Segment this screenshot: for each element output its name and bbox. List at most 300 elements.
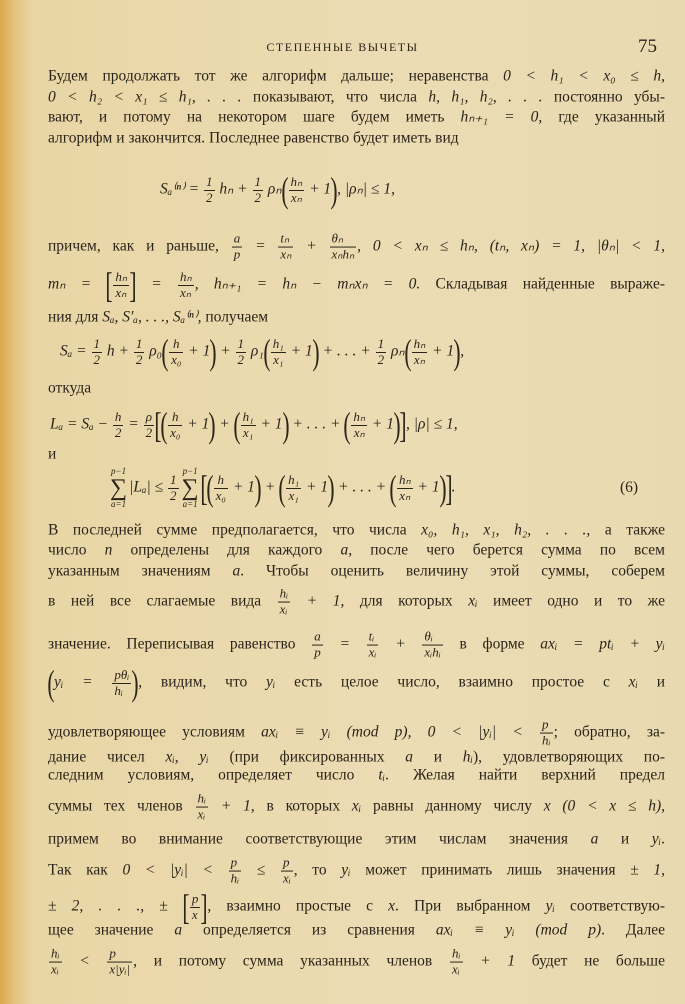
denominator: 2 [135, 351, 143, 367]
text-line [48, 563, 665, 582]
math-run: + 1 [428, 342, 455, 360]
denominator: 2 [170, 487, 177, 503]
numerator: hᵢ [451, 945, 461, 961]
fraction [134, 337, 145, 368]
text-run: будет не больше [515, 952, 665, 970]
numerator: 1 [206, 173, 213, 189]
fraction [168, 473, 179, 504]
math-run: a [232, 562, 241, 580]
math-run: axᵢ ≡ yᵢ (mod p), 0 < |yᵢ| < [261, 723, 539, 741]
text-run: и [413, 748, 463, 766]
denominator: xₙ [180, 284, 191, 300]
denominator: xₙ [353, 424, 365, 440]
text-run: показывают, что числа [241, 88, 429, 106]
math-run: . [451, 478, 456, 496]
bracket: ) [330, 170, 338, 210]
text-line [48, 889, 665, 925]
text-run: примем во внимание соответствующие этим числам значения [48, 830, 591, 848]
math-run: ≤ [242, 861, 280, 879]
math-run: yᵢ [341, 861, 351, 879]
bracket: ( [403, 332, 412, 372]
denominator: xᵢhᵢ [424, 644, 441, 660]
text-run: и [637, 673, 665, 691]
math-run: yᵢ [266, 673, 276, 691]
sum-upper-limit: p−1 [111, 466, 127, 476]
math-run: < [62, 952, 107, 970]
text-run: , и потому сумма указанных членов [133, 952, 449, 970]
bracket: ( [161, 332, 169, 372]
math-run: a [340, 541, 349, 559]
fraction [169, 337, 183, 368]
denominator: xₙ [280, 246, 292, 262]
numerator: h [169, 337, 183, 353]
text-run: значение. Переписывая равенство [48, 635, 312, 653]
denominator: hᵢ [114, 682, 123, 698]
text-run: и [48, 445, 57, 463]
math-run: yᵢ [545, 897, 555, 915]
text-run: . Чтобы оценить величину этой суммы, соберем [240, 562, 665, 580]
text-run: , для которых [340, 592, 469, 610]
math-run: hᵢ [462, 748, 473, 766]
text-run: суммы тех членов [48, 797, 195, 815]
numerator: h [214, 473, 228, 489]
math-run: Sₐ⁽ⁿ⁾ = [160, 180, 203, 198]
math-run: + [379, 635, 422, 653]
numerator: h [168, 410, 182, 426]
text-run: Так как [48, 861, 123, 879]
text-line [48, 630, 665, 661]
denominator: xₙ [399, 487, 411, 503]
numerator: tₙ [278, 232, 293, 248]
text-run: , после чего берется сумма по всем [348, 541, 665, 559]
denominator: p [233, 246, 241, 262]
bracket: ( [232, 405, 241, 445]
numerator: pθᵢ [114, 666, 130, 682]
text-run: имеет одно и то же [477, 592, 665, 610]
numerator: 1 [170, 471, 177, 487]
math-run: n [104, 541, 113, 559]
fraction [49, 947, 62, 978]
fraction [278, 587, 291, 618]
fraction [412, 337, 428, 368]
math-run: axᵢ = ptᵢ + yᵢ [540, 635, 665, 653]
bracket: ) [131, 663, 139, 703]
text-run: вают, и потому на некотором шаге будем иметь [48, 108, 461, 126]
numerator: hₙ [413, 335, 426, 351]
text-run: В последней сумме предполагается, что числа [48, 521, 422, 539]
denominator: 2 [114, 424, 122, 440]
text-run: дание чисел [48, 748, 166, 766]
bracket: ) [327, 468, 335, 508]
text-run: есть целое число, взаимно простое с [275, 673, 629, 691]
numerator: 1 [254, 173, 262, 189]
math-run: a [590, 830, 599, 848]
math-run: tᵢ [378, 766, 386, 784]
bracket: ) [438, 468, 447, 508]
math-run: + [216, 342, 235, 360]
fraction [397, 473, 413, 504]
math-run: |Lₐ| ≤ [129, 478, 168, 496]
equation [160, 172, 395, 208]
numerator: h₁ [242, 408, 254, 424]
numerator: h [114, 408, 122, 424]
bracket: ( [278, 468, 286, 508]
math-run: + 1 [184, 342, 211, 360]
math-run: a [405, 748, 414, 766]
math-run: xᵢ [628, 673, 638, 691]
text-line [48, 792, 665, 823]
math-run: hₙ₊₁ = 0, [460, 108, 543, 126]
text-line [48, 130, 665, 149]
denominator: hᵢ [542, 732, 551, 748]
bracket: ( [206, 468, 214, 508]
bracket: ( [47, 663, 55, 703]
math-run: , |ρₙ| ≤ 1, [337, 180, 395, 198]
running-header: СТЕПЕННЫЕ ВЫЧЕТЫ [266, 40, 419, 54]
bracket: ) [208, 405, 216, 445]
denominator: 2 [237, 351, 245, 367]
denominator: x₁ [273, 351, 284, 367]
fraction [241, 410, 256, 441]
text-run: , взаимно простые с [207, 897, 389, 915]
numerator: θᵢ [422, 630, 442, 646]
fraction [107, 947, 132, 978]
text-line [48, 922, 665, 941]
text-run: где указанный [542, 108, 666, 126]
text-run: (при фиксированных [208, 748, 406, 766]
fraction [376, 337, 387, 368]
bracket: ] [200, 887, 208, 927]
fraction [271, 337, 286, 368]
numerator: a [314, 628, 321, 644]
math-run: Lₐ = Sₐ − [50, 415, 112, 433]
numerator: p [540, 718, 553, 734]
math-run: + 1 [463, 952, 516, 970]
fraction [112, 668, 131, 699]
math-run: + 1 [368, 415, 395, 433]
denominator: xᵢ [279, 601, 288, 617]
sum-upper-limit: p−1 [182, 466, 198, 476]
math-run: ± 2, . . ., ± [48, 897, 183, 915]
math-run: + . . . + [318, 342, 375, 360]
math-run: , hₙ₊₁ = hₙ − mₙxₙ = 0. [194, 275, 421, 293]
math-run: ρ₀ [145, 342, 163, 360]
text-line [48, 68, 665, 87]
equation [60, 334, 464, 370]
bracket: [ [154, 405, 162, 445]
text-line [48, 446, 665, 465]
numerator: tᵢ [367, 630, 379, 646]
numerator: hᵢ [279, 585, 289, 601]
sum-lower-limit: a=1 [182, 499, 198, 509]
numerator: hₙ [353, 408, 366, 424]
bracket: [ [200, 468, 208, 508]
text-run: в ней все слагаемые вида [48, 592, 277, 610]
math-run: ± 1, [630, 861, 665, 879]
numerator: p [281, 856, 293, 872]
numerator: a [233, 230, 241, 246]
text-line [48, 587, 665, 618]
fraction [253, 175, 264, 206]
denominator: hᵢ [230, 870, 240, 886]
math-run: = [243, 237, 278, 255]
equation [108, 467, 455, 509]
summation [182, 467, 199, 509]
text-line [48, 947, 665, 978]
math-run: = [323, 635, 366, 653]
bracket: [ [105, 265, 113, 305]
fraction [178, 270, 194, 301]
math-run: h + [103, 342, 133, 360]
denominator: xᵢ [282, 870, 291, 886]
numerator: hₙ [398, 471, 411, 487]
math-run: yᵢ [651, 830, 662, 848]
math-run: a [174, 921, 183, 939]
math-run: xᵢ [468, 592, 478, 610]
text-run: удовлетворяющее условиям [48, 723, 262, 741]
fraction [281, 856, 293, 887]
text-run: и [598, 830, 652, 848]
fraction [450, 947, 463, 978]
math-run: + 1 [291, 592, 341, 610]
denominator: 2 [93, 351, 100, 367]
math-run: = [124, 415, 143, 433]
sigma-symbol: ∑ [181, 475, 199, 501]
fraction [367, 630, 379, 661]
numerator: hᵢ [51, 945, 60, 961]
fraction [214, 473, 228, 504]
numerator: p [229, 856, 242, 872]
text-run: определены для каждого [112, 541, 341, 559]
math-run: + 1 [305, 180, 332, 198]
math-run: Sₐ, S′ₐ, . . ., Sₐ⁽ⁿ⁾, [102, 308, 202, 326]
math-run: + [294, 237, 329, 255]
text-run: Складывая найденные выраже- [420, 275, 665, 293]
denominator: 2 [254, 189, 262, 205]
fraction [113, 270, 129, 301]
numerator: ρ [144, 410, 155, 426]
text-run: следним условиям, определяет число [48, 766, 379, 784]
math-run: 0 < h₁ < x₀ ≤ h, [503, 67, 665, 85]
sigma-symbol: ∑ [110, 475, 128, 501]
math-run: = [136, 275, 178, 293]
math-run: mₙ = [48, 275, 107, 293]
math-run: + 1 [302, 478, 329, 496]
numerator: hₙ [180, 268, 192, 284]
denominator: xₙ [413, 351, 425, 367]
text-line [48, 89, 665, 108]
summation [110, 467, 127, 509]
text-run: . Желая найти верхний предел [385, 766, 665, 784]
math-run: + 1 [256, 415, 283, 433]
bracket: ] [444, 468, 453, 508]
text-run: . Далее [601, 921, 665, 939]
bracket: ] [129, 265, 137, 305]
math-run: + 1 [413, 478, 440, 496]
fraction [196, 792, 209, 823]
bracket: [ [182, 887, 190, 927]
fraction [289, 175, 305, 206]
text-line [48, 831, 665, 850]
text-run: , в которых [250, 797, 352, 815]
numerator: hₙ [290, 173, 303, 189]
text-run: соответствую- [554, 897, 666, 915]
numerator: hᵢ [197, 790, 207, 806]
equation-number: (6) [620, 479, 639, 496]
text-line [48, 542, 665, 561]
math-run: , [460, 342, 465, 360]
math-run: + 1 [209, 797, 251, 815]
math-run: + 1 [286, 342, 313, 360]
math-run: 0 < h₂ < x₁ ≤ h₁, . . . [48, 88, 242, 106]
denominator: x₀ [215, 487, 226, 503]
fraction [190, 892, 201, 923]
math-run: Sₐ = [60, 342, 91, 360]
math-run: + [260, 478, 280, 496]
fraction [286, 473, 301, 504]
text-run: , то [293, 861, 342, 879]
denominator: xᵢ [51, 961, 59, 977]
text-line [48, 522, 665, 541]
denominator: xₙ [115, 284, 127, 300]
text-run: . При выбранном [395, 897, 546, 915]
math-run: + . . . + [334, 478, 390, 496]
numerator: 1 [93, 335, 100, 351]
bracket: ( [343, 405, 351, 445]
numerator: h₁ [272, 335, 284, 351]
denominator: xᵢ [368, 644, 377, 660]
math-run: + . . . + [288, 415, 345, 433]
denominator: x [191, 906, 198, 922]
text-line [48, 665, 665, 701]
fraction [351, 410, 367, 441]
text-run: постоянно убы- [542, 88, 666, 106]
denominator: x₀ [170, 424, 181, 440]
text-run: определяется из сравнения [182, 921, 436, 939]
bracket: ( [280, 170, 289, 210]
denominator: 2 [377, 351, 385, 367]
fraction [113, 410, 124, 441]
numerator: hₙ [115, 268, 128, 284]
math-run: xᵢ [351, 797, 362, 815]
numerator: 1 [237, 335, 245, 351]
text-run: . [661, 830, 666, 848]
math-run: 0 < |yᵢ| < [122, 861, 228, 879]
denominator: 2 [206, 189, 213, 205]
text-run: ния для [48, 308, 103, 326]
text-run: в форме [443, 635, 541, 653]
math-run: h, h₁, h₂, . . . [428, 88, 543, 106]
text-run: щее значение [48, 921, 175, 939]
fraction [236, 337, 247, 368]
numerator: θₙ [330, 232, 357, 248]
math-run: ρₙ [387, 342, 405, 360]
denominator: x₀ [171, 351, 182, 367]
fraction [330, 232, 357, 263]
page-number: 75 [638, 36, 657, 57]
bracket: ) [453, 332, 461, 372]
math-run: x [388, 897, 396, 915]
text-run: равны данному числу [361, 797, 544, 815]
math-run: x (0 < x ≤ h), [543, 797, 665, 815]
math-run: ρₙ [264, 180, 282, 198]
bracket: ) [312, 332, 320, 372]
math-run: xᵢ, yᵢ [165, 748, 209, 766]
math-run: + [215, 415, 234, 433]
text-line [48, 718, 665, 749]
text-run: может принимать лишь значения [350, 861, 631, 879]
math-run: hₙ + [215, 180, 252, 198]
denominator: x|yᵢ| [109, 961, 131, 977]
text-line [48, 232, 665, 263]
bracket: ) [209, 332, 217, 372]
bracket: ( [389, 468, 397, 508]
text-line [48, 856, 665, 887]
math-run: , |ρ| ≤ 1, [406, 415, 458, 433]
bracket: ) [393, 405, 401, 445]
text-run: а также [590, 521, 665, 539]
math-run: + 1 [183, 415, 210, 433]
numerator: p [191, 890, 199, 906]
text-run: ; обратно, за- [553, 723, 666, 741]
text-run: откуда [48, 379, 92, 397]
fraction [232, 232, 243, 263]
text-line [48, 267, 665, 303]
fraction [204, 175, 215, 206]
text-run: число [48, 541, 105, 559]
bracket: ( [160, 405, 168, 445]
bracket: ) [254, 468, 262, 508]
denominator: xₙ [290, 189, 302, 205]
text-run: Будем продолжать тот же алгорифм дальше; неравенства [48, 67, 504, 85]
numerator: h₁ [288, 471, 300, 487]
text-run: , видим, что [138, 673, 267, 691]
denominator: xᵢ [451, 961, 460, 977]
denominator: x₁ [288, 487, 299, 503]
fraction [229, 856, 242, 887]
text-run: причем, как и раньше, [48, 237, 231, 255]
text-line [48, 767, 665, 786]
fraction [278, 232, 293, 263]
sum-lower-limit: a=1 [111, 499, 127, 509]
text-run: ), удовлетворяющих по- [473, 748, 665, 766]
text-line [48, 309, 665, 328]
fraction [92, 337, 103, 368]
numerator: 1 [377, 335, 385, 351]
text-run: указанным значениям [48, 562, 233, 580]
denominator: xᵢ [197, 806, 206, 822]
fraction [312, 630, 323, 661]
text-line [48, 749, 665, 768]
denominator: xₙhₙ [331, 246, 355, 262]
math-run: x₀, h₁, x₁, h₂, . . ., [421, 521, 591, 539]
denominator: x₁ [242, 424, 254, 440]
text-line [48, 380, 665, 399]
math-run: yᵢ = [54, 673, 112, 691]
fraction [540, 718, 553, 749]
fraction [168, 410, 182, 441]
bracket: ) [281, 405, 290, 445]
bracket: ] [399, 405, 407, 445]
equation [50, 407, 458, 443]
fraction [422, 630, 442, 661]
denominator: 2 [145, 424, 153, 440]
text-run: алгорифм и закончится. Последнее равенство будет иметь вид [48, 129, 459, 147]
math-run: + 1 [228, 478, 255, 496]
math-run: axᵢ ≡ yᵢ (mod p) [435, 921, 602, 939]
bracket: ( [263, 332, 271, 372]
math-run: ρ₁ [247, 342, 264, 360]
